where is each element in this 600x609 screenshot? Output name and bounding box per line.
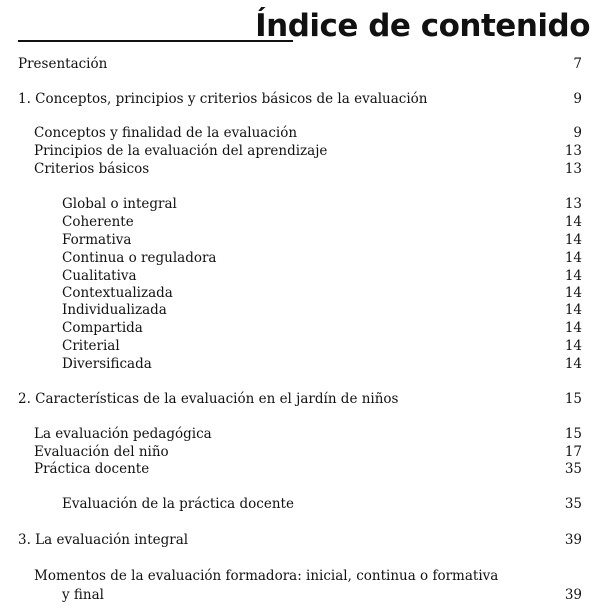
toc-subsection xyxy=(62,268,582,285)
toc-entry-page: 13 xyxy=(564,196,582,212)
toc-entry-page: 17 xyxy=(564,444,582,460)
toc-entry-page: 9 xyxy=(573,91,582,107)
toc-entry-page: 35 xyxy=(564,461,582,477)
toc-chapter-2 xyxy=(18,391,582,408)
toc-chapter-3 xyxy=(18,532,582,549)
toc-entry-line2 xyxy=(34,586,582,605)
toc-entry-label: 1. Conceptos, principios y criterios básicos de la evaluación xyxy=(18,91,428,107)
toc-entry-label: Principios de la evaluación del aprendizaje xyxy=(34,143,328,159)
toc-section xyxy=(34,161,582,178)
toc-entry-page: 14 xyxy=(564,285,582,301)
page-title: Índice de contenido xyxy=(255,8,590,44)
toc-entry-page: 14 xyxy=(564,250,582,266)
toc-entry-label: Compartida xyxy=(62,320,143,336)
toc-entry-page: 14 xyxy=(564,214,582,230)
toc-subsection xyxy=(62,250,582,267)
toc-entry-label: Contextualizada xyxy=(62,285,173,301)
toc-subsection xyxy=(62,496,582,513)
toc-entry-page: 14 xyxy=(564,268,582,284)
toc-subsection xyxy=(62,302,582,319)
toc-chapter-1 xyxy=(18,91,582,108)
toc-subsection xyxy=(62,196,582,213)
toc-entry-page: 14 xyxy=(564,232,582,248)
toc-section xyxy=(34,143,582,160)
toc-section xyxy=(34,125,582,142)
toc-entry-page: 7 xyxy=(573,56,582,72)
toc-entry-page: 14 xyxy=(564,320,582,336)
toc-subsection xyxy=(62,285,582,302)
toc-entry-label: Evaluación de la práctica docente xyxy=(62,496,294,512)
toc-entry-label-continued: y final xyxy=(62,587,104,603)
toc-entry-page: 15 xyxy=(564,391,582,407)
toc-entry-label: Evaluación del niño xyxy=(34,444,169,460)
toc-section-wrapped xyxy=(34,567,582,607)
toc-entry-label: Criterios básicos xyxy=(34,161,150,177)
toc-entry-presentacion xyxy=(18,56,582,73)
toc-entry-label: Presentación xyxy=(18,56,108,72)
toc-entry-page: 35 xyxy=(564,496,582,512)
toc-entry-page: 13 xyxy=(564,143,582,159)
toc-entry-label: Conceptos y finalidad de la evaluación xyxy=(34,125,298,141)
toc-subsection xyxy=(62,320,582,337)
toc-subsection xyxy=(62,232,582,249)
toc-subsection xyxy=(62,356,582,373)
toc-section xyxy=(34,444,582,461)
toc-entry-label: Continua o reguladora xyxy=(62,250,217,266)
toc-subsection xyxy=(62,214,582,231)
toc-entry-page: 14 xyxy=(564,356,582,372)
toc-entry-page: 9 xyxy=(573,125,582,141)
toc-entry-page: 15 xyxy=(564,426,582,442)
toc-entry-label: Individualizada xyxy=(62,302,167,318)
toc-entry-label: Cualitativa xyxy=(62,268,137,284)
toc-entry-label: Diversificada xyxy=(62,356,152,372)
toc-entry-label: La evaluación pedagógica xyxy=(34,426,212,442)
toc-subsection xyxy=(62,338,582,355)
toc-entry-page: 39 xyxy=(564,532,582,548)
toc-section xyxy=(34,426,582,443)
toc-entry-page: 13 xyxy=(564,161,582,177)
toc-entry-label: Global o integral xyxy=(62,196,177,212)
toc-entry-page: 14 xyxy=(564,338,582,354)
toc-entry-label: Práctica docente xyxy=(34,461,150,477)
toc-entry-label: Criterial xyxy=(62,338,120,354)
toc-entry-label: Formativa xyxy=(62,232,132,248)
toc-entry-page: 39 xyxy=(564,587,582,603)
toc-entry-label: 3. La evaluación integral xyxy=(18,532,189,548)
toc-entry-label: Momentos de la evaluación formadora: inicial, continua o formativa xyxy=(34,568,499,584)
toc-entry-label: 2. Características de la evaluación en el jardín de niños xyxy=(18,391,399,407)
toc-section xyxy=(34,461,582,478)
toc-entry-page: 14 xyxy=(564,302,582,318)
toc-entry-label: Coherente xyxy=(62,214,134,230)
